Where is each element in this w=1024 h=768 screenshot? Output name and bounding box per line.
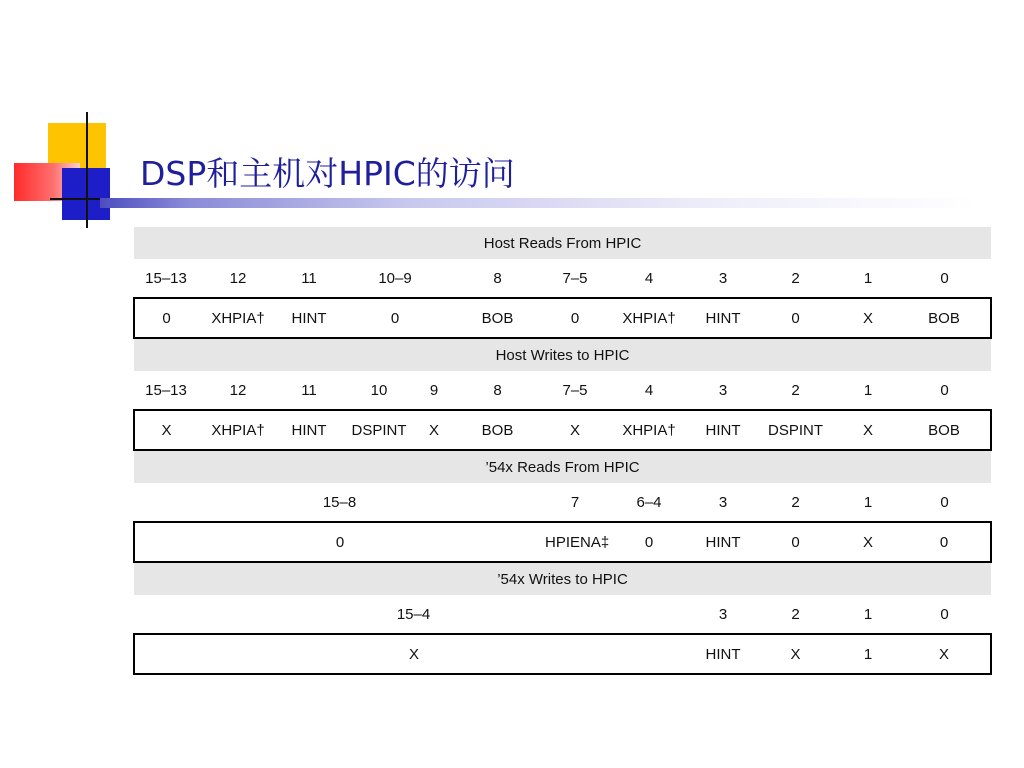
bit-value: 1: [838, 634, 898, 674]
bit-number: 12: [229, 269, 247, 287]
bit-value: 0: [340, 298, 450, 338]
bit-value: 0: [753, 298, 838, 338]
bit-number: 15–13: [145, 381, 187, 399]
bit-value: XHPIA†: [198, 298, 278, 338]
bit-number: 8: [493, 381, 502, 399]
bit-value: X: [753, 634, 838, 674]
bit-number: 15–13: [145, 269, 187, 287]
section-heading: ’54x Reads From HPIC: [134, 450, 991, 483]
bit-value: XHPIA†: [605, 410, 693, 450]
bit-number: 6–4: [636, 493, 662, 511]
bit-number: 3: [718, 493, 728, 511]
hpic-register-table: [133, 227, 992, 675]
bit-values-row: [134, 522, 991, 562]
bit-value: X: [134, 410, 198, 450]
bit-value: 0: [753, 522, 838, 562]
section-54x-reads: [134, 450, 991, 483]
bit-numbers-row: [134, 259, 991, 298]
bit-number: 12: [229, 381, 247, 399]
bit-number: 0: [940, 493, 949, 511]
bit-number: 7–5: [562, 269, 588, 287]
bit-value: X: [838, 522, 898, 562]
bit-value: X: [418, 410, 450, 450]
bit-number: 4: [644, 269, 654, 287]
bit-value: BOB: [898, 298, 991, 338]
bit-number: 1: [863, 269, 873, 287]
bit-numbers-row: [134, 483, 991, 522]
bit-value: HINT: [278, 410, 340, 450]
bit-number: 4: [644, 381, 654, 399]
title-underline: [100, 198, 980, 208]
bit-number: 3: [718, 605, 728, 623]
bit-value: XHPIA†: [198, 410, 278, 450]
bit-number: 10: [370, 381, 388, 399]
bit-value: BOB: [450, 298, 545, 338]
bit-numbers-row: [134, 595, 991, 634]
bit-value: 0: [545, 298, 605, 338]
bit-number: 2: [791, 493, 800, 511]
bit-values-row: [134, 298, 991, 338]
bit-value: HINT: [278, 298, 340, 338]
bit-number: 3: [718, 269, 728, 287]
bit-value: HPIENA‡: [545, 522, 605, 562]
bit-number: 1: [863, 381, 873, 399]
bit-value: X: [898, 634, 991, 674]
bit-value: 0: [605, 522, 693, 562]
ornament-vertical-line: [86, 112, 88, 228]
bit-value: 0: [134, 522, 545, 562]
bit-number: 8: [493, 269, 502, 287]
bit-value: X: [134, 634, 693, 674]
bit-value: X: [545, 410, 605, 450]
bit-value: X: [838, 410, 898, 450]
bit-value: HINT: [693, 410, 753, 450]
bit-number: 7: [570, 493, 580, 511]
bit-number: 2: [791, 381, 800, 399]
section-heading: ’54x Writes to HPIC: [134, 562, 991, 595]
bit-number: 0: [940, 381, 949, 399]
bit-number: 11: [301, 269, 317, 287]
bit-number: 0: [940, 269, 949, 287]
bit-number: 2: [791, 269, 800, 287]
bit-number: 7–5: [562, 381, 588, 399]
bit-number: 1: [863, 605, 873, 623]
bit-number: 0: [940, 605, 949, 623]
bit-value: 0: [134, 298, 198, 338]
bit-values-row: [134, 634, 991, 674]
bit-number: 9: [429, 381, 439, 399]
bit-number: 3: [718, 381, 728, 399]
bit-value: BOB: [450, 410, 545, 450]
bit-number: 2: [791, 605, 800, 623]
bit-value: HINT: [693, 522, 753, 562]
bit-value: BOB: [898, 410, 991, 450]
bit-value: 0: [898, 522, 991, 562]
bit-number: 15–8: [322, 493, 357, 511]
bit-values-row: [134, 410, 991, 450]
bit-value: X: [838, 298, 898, 338]
bit-value: DSPINT: [340, 410, 418, 450]
section-heading: Host Writes to HPIC: [134, 338, 991, 371]
bit-value: DSPINT: [753, 410, 838, 450]
section-heading: Host Reads From HPIC: [134, 227, 991, 259]
bit-number: 10–9: [378, 269, 412, 287]
bit-number: 11: [301, 381, 317, 399]
page-title: DSP和主机对HPIC的访问: [140, 154, 515, 193]
bit-number: 1: [863, 493, 873, 511]
section-host-reads: [134, 227, 991, 259]
bit-value: HINT: [693, 634, 753, 674]
bit-value: XHPIA†: [605, 298, 693, 338]
bit-number: 15–4: [396, 605, 431, 623]
section-host-writes: [134, 338, 991, 371]
bit-numbers-row: [134, 371, 991, 410]
section-54x-writes: [134, 562, 991, 595]
bit-value: HINT: [693, 298, 753, 338]
